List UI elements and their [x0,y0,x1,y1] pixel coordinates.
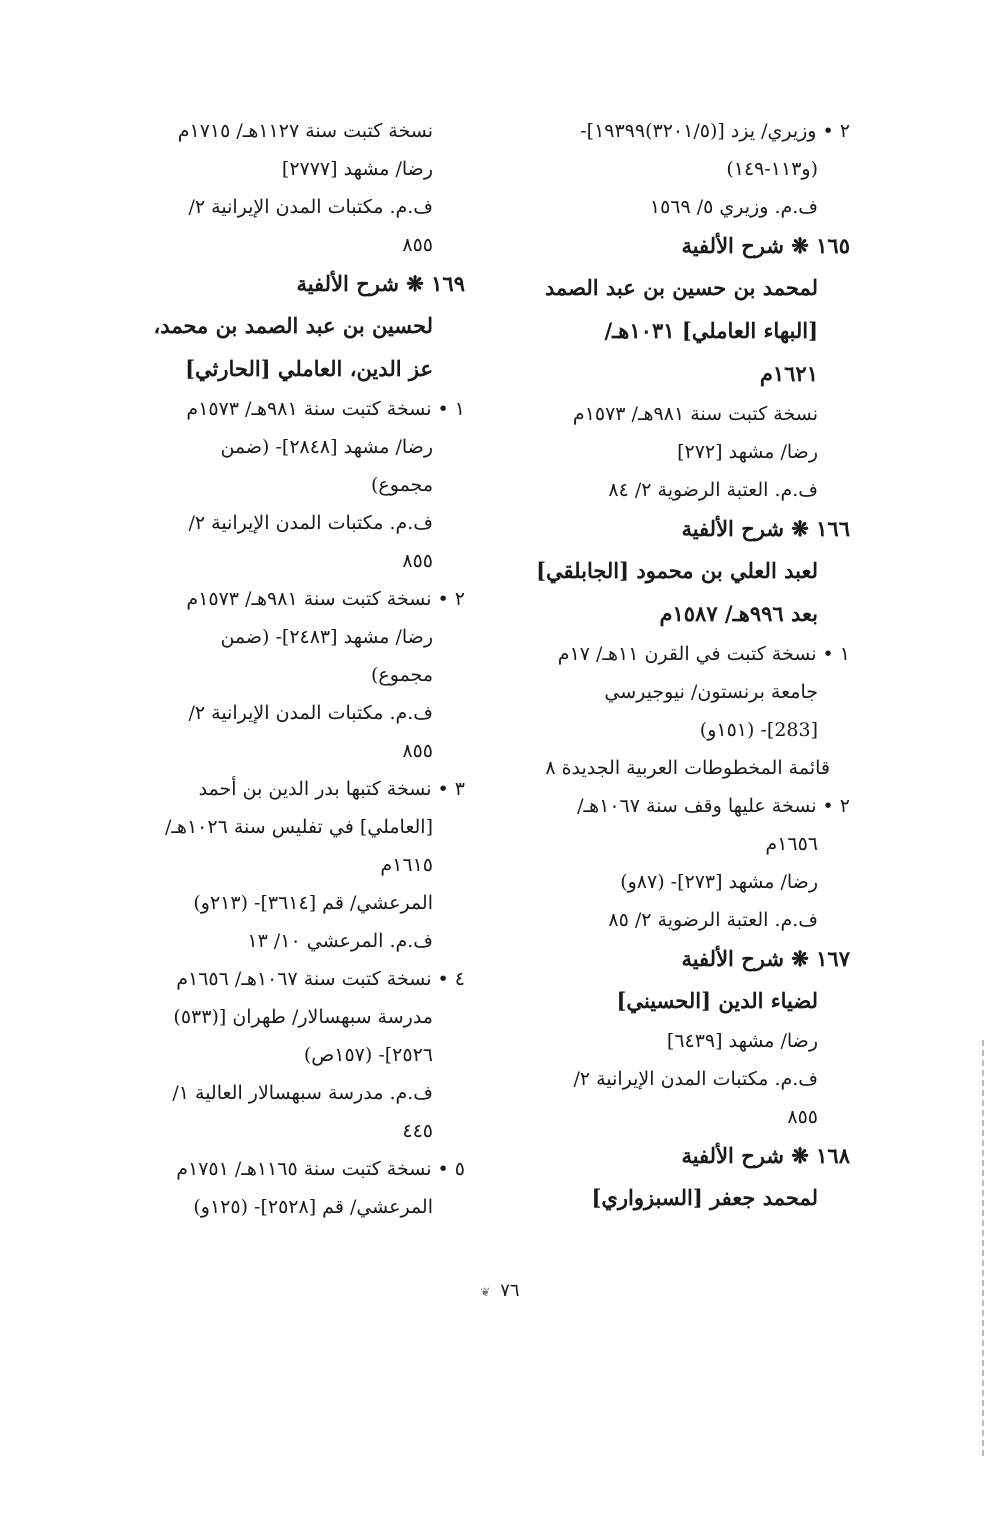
entry-heading: ١٦٨ ❋ شرح الألفية [681,1143,850,1168]
text-line: ف.م. وزيري ٥/ ١٥٦٩ [649,196,818,218]
text-line: [283]- (١٥١و) [699,719,818,741]
author-line: لمحمد بن حسين بن عبد الصمد [544,275,818,300]
text-line: ٢ • نسخة عليها وقف سنة ١٠٦٧هـ/ [577,795,850,817]
left-column [120,112,465,1226]
text-line: ف.م. مدرسة سبهسالار العالية ١/ [172,1082,433,1104]
text-line: المرعشي/ قم [٣٦١٤]- (٢١٣و) [193,892,433,914]
author-line: بعد ٩٩٦هـ/ ١٥٨٧م [659,601,818,626]
entry-heading: ١٦٩ ❋ شرح الألفية [296,271,465,296]
page-number-footer [420,1280,580,1301]
author-line: عز الدين، العاملي [الحارثي] [185,356,433,381]
author-line: [البهاء العاملي] ١٠٣١هـ/ [604,318,818,343]
text-line: ف.م. العتبة الرضوية ٢/ ٨٤ [608,479,818,501]
text-line: ٢ • نسخة كتبت سنة ٩٨١هـ/ ١٥٧٣م [186,588,465,610]
text-line: جامعة برنستون/ نيوجيرسي [604,681,818,703]
text-line: رضا/ مشهد [٢٧٧٧] [281,158,433,180]
text-line: نسخة كتبت سنة ٩٨١هـ/ ١٥٧٣م [572,403,818,425]
ornament-icon: ❦ [480,1285,491,1299]
text-line: ٨٥٥ [402,740,433,762]
text-line: ف.م. مكتبات المدن الإيرانية ٢/ [188,196,433,218]
text-line: نسخة كتبت سنة ١١٢٧هـ/ ١٧١٥م [177,120,433,142]
text-line: ف.م. مكتبات المدن الإيرانية ٢/ [188,512,433,534]
text-line: ٣ • نسخة كتبها بدر الدين بن أحمد [198,778,465,800]
text-line: (و١١٣-١٤٩) [726,158,818,180]
right-column [505,112,850,1219]
text-line: ١٦١٥م [380,854,433,876]
text-line: قائمة المخطوطات العربية الجديدة ٨ [545,757,830,779]
entry-heading: ١٦٧ ❋ شرح الألفية [681,946,850,971]
text-line: ١٦٥٦م [765,833,818,855]
entry-heading: ١٦٦ ❋ شرح الألفية [681,516,850,541]
text-line: مجموع) [371,664,433,686]
page-edge-shadow [982,1040,984,1460]
text-line: [العاملي] في تفليس سنة ١٠٢٦هـ/ [164,816,433,838]
text-line: رضا/ مشهد [٦٤٣٩] [666,1030,818,1052]
page-number: ٧٦ [500,1280,520,1301]
text-line: مدرسة سبهسالار/ طهران [(٥٣٣) [173,1006,433,1028]
text-line: رضا/ مشهد [٢٧٣]- (٨٧و) [620,871,818,893]
text-line: ٢٥٢٦]- (١٥٧ص) [303,1044,433,1066]
text-line: ف.م. العتبة الرضوية ٢/ ٨٥ [608,909,818,931]
author-line: ١٦٢١م [759,361,818,386]
text-line: ٨٥٥ [402,234,433,256]
text-line: ٨٥٥ [402,550,433,572]
text-line: ١ • نسخة كتبت سنة ٩٨١هـ/ ١٥٧٣م [186,398,465,420]
author-line: لحسين بن عبد الصمد بن محمد، [153,313,433,338]
text-line: ف.م. مكتبات المدن الإيرانية ٢/ [573,1068,818,1090]
text-line: ٥ • نسخة كتبت سنة ١١٦٥هـ/ ١٧٥١م [176,1158,465,1180]
text-line: ٤٤٥ [402,1120,433,1142]
text-line: رضا/ مشهد [٢٤٨٣]- (ضمن [220,626,433,648]
text-line: ١ • نسخة كتبت في القرن ١١هـ/ ١٧م [557,643,850,665]
text-line: مجموع) [371,474,433,496]
text-line: ٨٥٥ [787,1106,818,1128]
author-line: لمحمد جعفر [السبزواري] [591,1185,818,1210]
text-line: المرعشي/ قم [٢٥٢٨]- (١٢٥و) [193,1196,433,1218]
text-line: ف.م. مكتبات المدن الإيرانية ٢/ [188,702,433,724]
author-line: لعبد العلي بن محمود [الجابلقي] [536,558,818,583]
text-line: رضا/ مشهد [٢٧٢] [677,441,818,463]
text-line: ٤ • نسخة كتبت سنة ١٠٦٧هـ/ ١٦٥٦م [176,968,465,990]
text-line: رضا/ مشهد [٢٨٤٨]- (ضمن [220,436,433,458]
author-line: لضياء الدين [الحسيني] [616,988,818,1013]
text-line: ٢ • وزيري/ يزد [(٣٢٠١/٥)١٩٣٩٩]- [580,120,850,142]
text-line: ف.م. المرعشي ١٠/ ١٣ [247,930,433,952]
entry-heading: ١٦٥ ❋ شرح الألفية [681,233,850,258]
